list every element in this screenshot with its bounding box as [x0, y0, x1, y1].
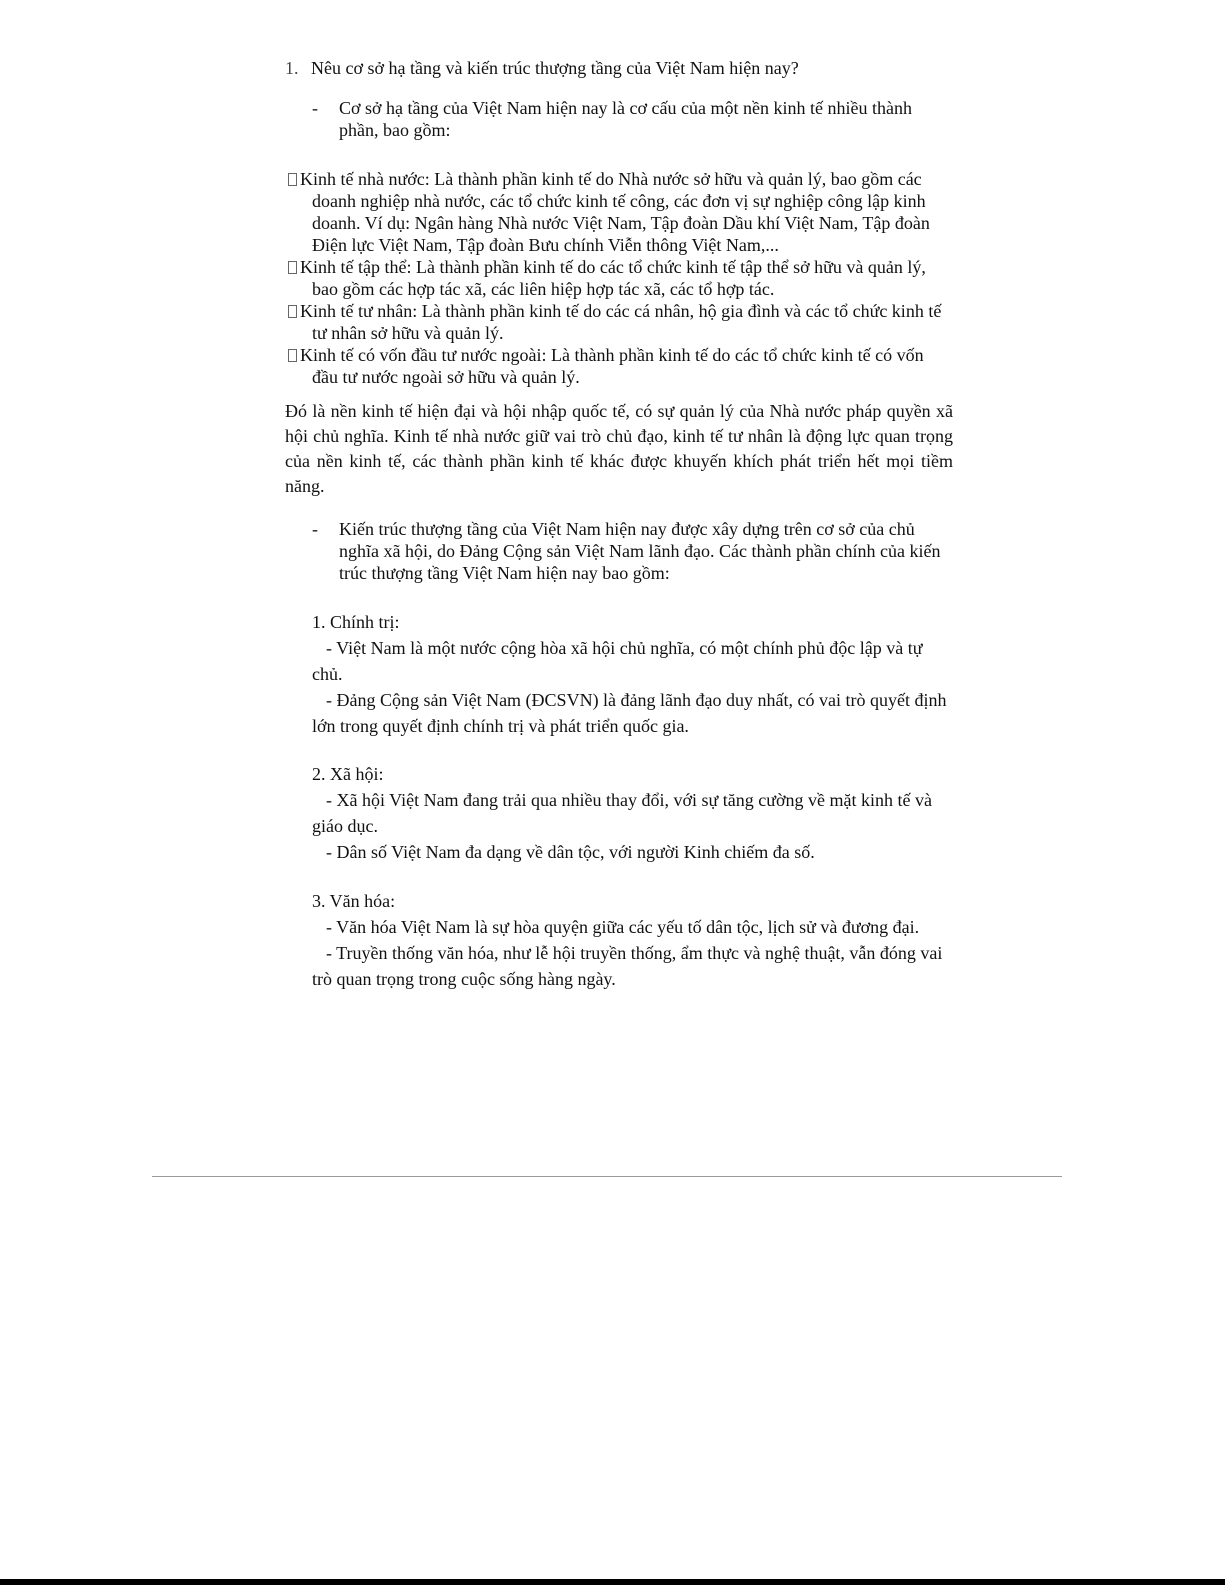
- section-point: - Việt Nam là một nước cộng hòa xã hội chủ nghĩa, có một chính phủ độc lập và tự chủ.: [312, 638, 923, 684]
- section-point: - Đảng Cộng sản Việt Nam (ĐCSVN) là đảng lãnh đạo duy nhất, có vai trò quyết định lớn trong quyết định chính trị và phát triển quốc gia.: [312, 690, 947, 736]
- superstructure-intro: [312, 518, 952, 584]
- list-item: [288, 300, 944, 344]
- checkbox-glyph-icon: [288, 261, 297, 274]
- page-separator: [152, 1176, 1062, 1177]
- summary-paragraph: Đó là nền kinh tế hiện đại và hội nhập quốc tế, có sự quản lý của Nhà nước pháp quyền xã hội chủ nghĩa. Kinh tế nhà nước giữ vai trò chủ đạo, kinh tế tư nhân là động lực quan trọng của nền kinh tế, các thành phần kinh tế khác được khuyến khích phát triển hết mọi tiềm năng.: [285, 401, 953, 496]
- list-item: [288, 168, 944, 256]
- section-society: [312, 761, 952, 865]
- section-heading: 2. Xã hội:: [312, 764, 384, 784]
- base-intro: [312, 97, 912, 141]
- question-heading: [285, 57, 925, 79]
- checkbox-glyph-icon: [288, 305, 297, 318]
- list-item: [288, 344, 944, 388]
- base-intro-bullet: -: [312, 98, 318, 118]
- question-text: Nêu cơ sở hạ tầng và kiến trúc thượng tầng của Việt Nam hiện nay?: [311, 58, 799, 78]
- section-point: - Truyền thống văn hóa, như lễ hội truyền thống, ẩm thực và nghệ thuật, vẫn đóng vai trò quan trọng trong cuộc sống hàng ngày.: [312, 943, 943, 989]
- economic-sectors-list: [288, 168, 944, 388]
- superstructure-intro-text: Kiến trúc thượng tầng của Việt Nam hiện nay được xây dựng trên cơ sở của chủ nghĩa xã hội, do Đảng Cộng sản Việt Nam lãnh đạo. Các thành phần chính của kiến trúc thượng tầng Việt Nam hiện nay bao gồm:: [339, 519, 941, 583]
- base-intro-text: Cơ sở hạ tầng của Việt Nam hiện nay là cơ cấu của một nền kinh tế nhiều thành phần, bao gồm:: [339, 98, 912, 140]
- bottom-border: [0, 1579, 1225, 1585]
- section-point: - Dân số Việt Nam đa dạng về dân tộc, với người Kinh chiếm đa số.: [326, 842, 815, 862]
- section-point: - Văn hóa Việt Nam là sự hòa quyện giữa các yếu tố dân tộc, lịch sử và đương đại.: [326, 917, 920, 937]
- superstructure-intro-bullet: -: [312, 519, 318, 539]
- list-item: [288, 256, 944, 300]
- sector-text: Kinh tế nhà nước: Là thành phần kinh tế do Nhà nước sở hữu và quản lý, bao gồm các doanh nghiệp nhà nước, các tổ chức kinh tế công, các đơn vị sự nghiệp công lập kinh doanh. Ví dụ: Ngân hàng Nhà nước Việt Nam, Tập đoàn Dầu khí Việt Nam, Tập đoàn Điện lực Việt Nam, Tập đoàn Bưu chính Viễn thông Việt Nam,...: [300, 169, 930, 255]
- question-number: 1.: [285, 58, 299, 78]
- sector-text: Kinh tế tập thể: Là thành phần kinh tế do các tổ chức kinh tế tập thể sở hữu và quản lý, bao gồm các hợp tác xã, các liên hiệp hợp tác xã, các tổ hợp tác.: [300, 257, 926, 299]
- section-politics: [312, 609, 952, 739]
- checkbox-glyph-icon: [288, 349, 297, 362]
- section-heading: 3. Văn hóa:: [312, 891, 396, 911]
- section-heading: 1. Chính trị:: [312, 612, 400, 632]
- sector-text: Kinh tế tư nhân: Là thành phần kinh tế do các cá nhân, hộ gia đình và các tổ chức kinh tế tư nhân sở hữu và quản lý.: [300, 301, 942, 343]
- sector-text: Kinh tế có vốn đầu tư nước ngoài: Là thành phần kinh tế do các tổ chức kinh tế có vốn đầu tư nước ngoài sở hữu và quản lý.: [300, 345, 924, 387]
- section-point: - Xã hội Việt Nam đang trải qua nhiều thay đổi, với sự tăng cường về mặt kinh tế và giáo dục.: [312, 790, 932, 836]
- section-culture: [312, 888, 952, 992]
- checkbox-glyph-icon: [288, 173, 297, 186]
